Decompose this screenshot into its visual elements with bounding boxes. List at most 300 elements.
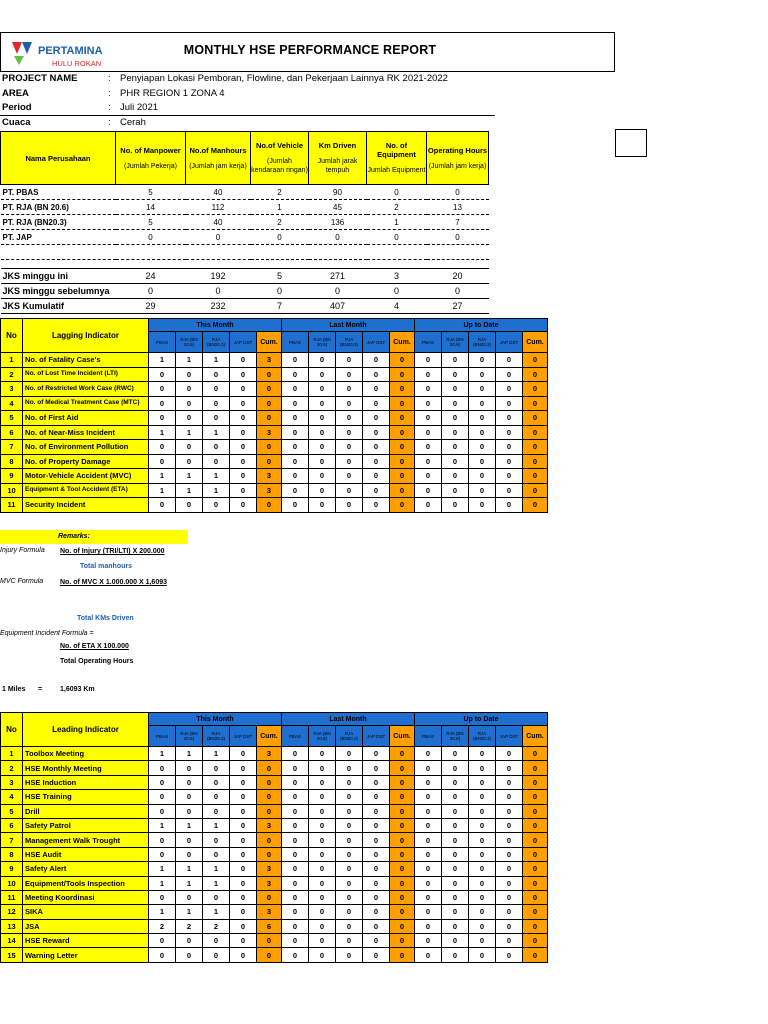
cum-value: 0: [390, 761, 415, 775]
indicator-value: 1: [149, 353, 176, 368]
company-col-header: [186, 132, 251, 185]
info-row: [2, 88, 602, 101]
sub-col-header: RJA (BN20.3): [203, 332, 230, 353]
cum-value: 0: [523, 454, 548, 469]
cum-value: 0: [257, 411, 282, 426]
info-row: [2, 117, 602, 130]
indicator-value: 0: [415, 469, 442, 484]
indicator-value: 0: [442, 747, 469, 761]
indicator-value: 1: [176, 747, 203, 761]
indicator-value: 0: [282, 934, 309, 948]
indicator-value: 0: [363, 498, 390, 513]
cum-header: Cum.: [390, 726, 415, 747]
indicator-value: 0: [230, 919, 257, 933]
indicator-value: 0: [282, 890, 309, 904]
row-number: 6: [1, 818, 23, 832]
indicator-value: 0: [442, 847, 469, 861]
indicator-value: 0: [203, 948, 230, 962]
cum-value: 0: [257, 890, 282, 904]
info-colon: :: [108, 102, 111, 113]
indicator-value: 0: [442, 934, 469, 948]
indicator-value: 1: [149, 862, 176, 876]
indicator-value: 0: [282, 804, 309, 818]
indicator-value: 0: [282, 353, 309, 368]
row-number: 4: [1, 396, 23, 411]
company-value-cell: 7: [251, 299, 309, 314]
header-sub: (Jumlah kendaraan ringan): [251, 158, 308, 174]
sub-col-header: RJA (BN 20.6): [309, 726, 336, 747]
miles-equals: =: [38, 686, 43, 693]
indicator-value: 0: [496, 469, 523, 484]
indicator-name: Toolbox Meeting: [23, 747, 149, 761]
indicator-value: 0: [469, 454, 496, 469]
indicator-value: 0: [309, 747, 336, 761]
indicator-value: 0: [176, 382, 203, 397]
indicator-value: 0: [442, 440, 469, 455]
indicator-value: 0: [363, 440, 390, 455]
indicator-value: 0: [149, 847, 176, 861]
group-header-row: [1, 713, 548, 726]
cum-value: 3: [257, 469, 282, 484]
indicator-value: 0: [176, 396, 203, 411]
indicator-value: 0: [469, 818, 496, 832]
indicator-value: 0: [415, 818, 442, 832]
sub-col-header: RJA (BN20.3): [469, 332, 496, 353]
indicator-value: 0: [336, 411, 363, 426]
indicator-value: 0: [415, 483, 442, 498]
indicator-value: 0: [282, 919, 309, 933]
indicator-name: JSA: [23, 919, 149, 933]
indicator-value: 0: [496, 425, 523, 440]
indicator-value: 0: [149, 775, 176, 789]
indicator-value: 0: [442, 382, 469, 397]
company-name-cell: PT. RJA (BN20.3): [1, 215, 116, 230]
sub-col-header: JAP DST: [363, 332, 390, 353]
spacer-cell: [251, 245, 309, 260]
indicator-value: 0: [230, 818, 257, 832]
indicator-value: 0: [496, 804, 523, 818]
indicator-value: 0: [415, 890, 442, 904]
cum-value: 0: [390, 425, 415, 440]
indicator-title: Leading Indicator: [23, 713, 149, 747]
indicator-value: 0: [363, 382, 390, 397]
indicator-value: 0: [442, 948, 469, 962]
indicator-value: 0: [496, 818, 523, 832]
indicator-value: 0: [415, 905, 442, 919]
company-row: [1, 284, 489, 299]
info-row: [2, 73, 602, 86]
indicator-value: 0: [149, 790, 176, 804]
header-sub: (Jumlah jam kerja): [428, 162, 487, 170]
indicator-row: [1, 905, 548, 919]
indicator-value: 1: [149, 905, 176, 919]
indicator-value: 0: [442, 411, 469, 426]
indicator-value: 1: [176, 905, 203, 919]
indicator-value: 0: [282, 747, 309, 761]
indicator-value: 1: [176, 818, 203, 832]
page-title: MONTHLY HSE PERFORMANCE REPORT: [183, 43, 437, 57]
indicator-value: 0: [230, 761, 257, 775]
company-col-header: [309, 132, 367, 185]
indicator-value: 0: [363, 948, 390, 962]
row-number: 6: [1, 425, 23, 440]
indicator-row: [1, 747, 548, 761]
header-main: No. of Equipment: [377, 141, 416, 159]
cum-value: 0: [257, 382, 282, 397]
company-value-cell: 0: [367, 284, 427, 299]
company-value-cell: 0: [251, 230, 309, 245]
company-row: [1, 185, 489, 200]
indicator-value: 0: [230, 396, 257, 411]
group-header: Up to Date: [415, 713, 548, 726]
indicator-value: 0: [496, 847, 523, 861]
indicator-value: 1: [203, 483, 230, 498]
indicator-value: 0: [442, 761, 469, 775]
indicator-value: 0: [309, 367, 336, 382]
sub-col-header: JAP DST: [496, 332, 523, 353]
cum-value: 0: [523, 890, 548, 904]
indicator-value: 0: [496, 790, 523, 804]
sub-col-header: PBAS: [149, 332, 176, 353]
indicator-value: 0: [309, 804, 336, 818]
indicator-value: 0: [469, 425, 496, 440]
lagging-indicator-table: [0, 318, 548, 513]
indicator-row: [1, 425, 548, 440]
cum-value: 0: [390, 411, 415, 426]
indicator-value: 0: [363, 483, 390, 498]
indicator-value: 0: [442, 905, 469, 919]
sub-col-header: PBAS: [415, 332, 442, 353]
indicator-value: 0: [496, 905, 523, 919]
indicator-value: 0: [230, 790, 257, 804]
indicator-row: [1, 775, 548, 789]
cum-value: 0: [390, 804, 415, 818]
row-number: 14: [1, 934, 23, 948]
indicator-value: 0: [363, 469, 390, 484]
indicator-value: 0: [415, 934, 442, 948]
indicator-value: 1: [176, 425, 203, 440]
indicator-value: 0: [203, 454, 230, 469]
indicator-value: 0: [496, 353, 523, 368]
info-value: Penyiapan Lokasi Pemboran, Flowline, dan Pekerjaan Lainnya RK 2021-2022: [120, 73, 448, 84]
indicator-value: 0: [230, 804, 257, 818]
indicator-name: No. of Environment Pollution: [23, 440, 149, 455]
cum-value: 0: [523, 790, 548, 804]
indicator-value: 0: [282, 862, 309, 876]
indicator-value: 0: [309, 905, 336, 919]
cum-value: 0: [523, 761, 548, 775]
indicator-value: 0: [469, 498, 496, 513]
indicator-value: 0: [496, 367, 523, 382]
indicator-value: 0: [336, 934, 363, 948]
info-underline: [0, 115, 495, 116]
indicator-value: 0: [415, 367, 442, 382]
indicator-value: 0: [469, 934, 496, 948]
indicator-value: 0: [496, 833, 523, 847]
indicator-value: 0: [363, 876, 390, 890]
cum-value: 0: [523, 483, 548, 498]
indicator-value: 0: [415, 761, 442, 775]
cum-value: 0: [390, 775, 415, 789]
indicator-value: 0: [442, 425, 469, 440]
indicator-value: 0: [336, 367, 363, 382]
indicator-row: [1, 818, 548, 832]
cum-header: Cum.: [257, 332, 282, 353]
indicator-value: 0: [336, 761, 363, 775]
indicator-value: 0: [230, 498, 257, 513]
spacer-row: [1, 260, 489, 269]
remarks-block: [0, 530, 400, 700]
indicator-value: 0: [336, 804, 363, 818]
indicator-value: 1: [149, 747, 176, 761]
indicator-value: 0: [363, 775, 390, 789]
indicator-value: 2: [203, 919, 230, 933]
indicator-value: 0: [309, 833, 336, 847]
indicator-value: 0: [415, 353, 442, 368]
indicator-value: 0: [203, 367, 230, 382]
indicator-value: 0: [442, 818, 469, 832]
indicator-value: 0: [469, 833, 496, 847]
cum-value: 3: [257, 905, 282, 919]
indicator-value: 0: [203, 804, 230, 818]
indicator-value: 0: [149, 454, 176, 469]
indicator-value: 0: [230, 905, 257, 919]
indicator-value: 0: [415, 790, 442, 804]
indicator-row: [1, 469, 548, 484]
indicator-name: Safety Patrol: [23, 818, 149, 832]
indicator-name: HSE Induction: [23, 775, 149, 789]
indicator-value: 0: [496, 761, 523, 775]
indicator-value: 0: [149, 367, 176, 382]
company-col-header: [116, 132, 186, 185]
indicator-value: 0: [203, 498, 230, 513]
company-value-cell: 0: [116, 284, 186, 299]
cum-value: 0: [523, 948, 548, 962]
header-main: Nama Perusahaan: [25, 153, 91, 163]
indicator-value: 0: [230, 440, 257, 455]
row-number: 15: [1, 948, 23, 962]
indicator-value: 0: [336, 483, 363, 498]
indicator-value: 0: [363, 890, 390, 904]
indicator-name: Meeting Koordinasi: [23, 890, 149, 904]
indicator-value: 0: [363, 411, 390, 426]
indicator-row: [1, 804, 548, 818]
indicator-value: 0: [442, 367, 469, 382]
leading-indicator-table: [0, 712, 548, 963]
indicator-name: HSE Reward: [23, 934, 149, 948]
indicator-value: 0: [203, 790, 230, 804]
company-col-header: [251, 132, 309, 185]
cum-value: 0: [523, 367, 548, 382]
company-value-cell: 0: [186, 230, 251, 245]
indicator-value: 0: [469, 469, 496, 484]
indicator-value: 0: [309, 469, 336, 484]
info-top-line: [0, 71, 495, 72]
indicator-value: 0: [363, 396, 390, 411]
indicator-value: 1: [176, 353, 203, 368]
indicator-value: 0: [230, 367, 257, 382]
indicator-value: 0: [230, 483, 257, 498]
indicator-value: 0: [496, 396, 523, 411]
cum-value: 3: [257, 862, 282, 876]
cum-header: Cum.: [523, 726, 548, 747]
indicator-name: Safety Alert: [23, 862, 149, 876]
company-value-cell: 5: [116, 185, 186, 200]
company-value-cell: 3: [367, 269, 427, 284]
spacer-cell: [186, 260, 251, 269]
indicator-value: 0: [203, 890, 230, 904]
indicator-value: 0: [442, 469, 469, 484]
company-value-cell: 0: [367, 185, 427, 200]
indicator-value: 0: [469, 440, 496, 455]
indicator-value: 0: [176, 934, 203, 948]
indicator-value: 0: [230, 775, 257, 789]
info-key: Cuaca: [2, 117, 31, 128]
indicator-row: [1, 919, 548, 933]
indicator-value: 0: [496, 498, 523, 513]
indicator-row: [1, 353, 548, 368]
group-header: This Month: [149, 319, 282, 332]
info-key: Period: [2, 102, 32, 113]
company-value-cell: 7: [427, 215, 489, 230]
cum-value: 0: [257, 847, 282, 861]
indicator-value: 0: [336, 876, 363, 890]
company-value-cell: 5: [251, 269, 309, 284]
indicator-value: 0: [442, 353, 469, 368]
cum-value: 0: [523, 425, 548, 440]
indicator-name: HSE Audit: [23, 847, 149, 861]
indicator-value: 0: [176, 498, 203, 513]
indicator-value: 0: [442, 775, 469, 789]
indicator-value: 0: [149, 498, 176, 513]
cum-value: 0: [257, 761, 282, 775]
indicator-value: 0: [203, 847, 230, 861]
empty-box: [615, 129, 647, 157]
company-value-cell: 0: [427, 284, 489, 299]
indicator-name: No. of Restricted Work Case (RWC): [23, 382, 149, 397]
indicator-name: HSE Training: [23, 790, 149, 804]
cum-value: 0: [257, 833, 282, 847]
indicator-value: 0: [469, 396, 496, 411]
indicator-value: 0: [176, 890, 203, 904]
indicator-value: 0: [176, 948, 203, 962]
company-value-cell: 0: [186, 284, 251, 299]
indicator-value: 0: [309, 382, 336, 397]
company-value-cell: 0: [116, 230, 186, 245]
spacer-cell: [367, 260, 427, 269]
indicator-row: [1, 847, 548, 861]
pertamina-logo: [4, 38, 114, 72]
indicator-value: 0: [282, 905, 309, 919]
indicator-row: [1, 396, 548, 411]
company-name-cell: PT. JAP: [1, 230, 116, 245]
indicator-value: 0: [309, 483, 336, 498]
company-value-cell: 2: [367, 200, 427, 215]
cum-value: 0: [390, 919, 415, 933]
indicator-value: 0: [203, 411, 230, 426]
indicator-name: Motor-Vehicle Accident (MVC): [23, 469, 149, 484]
cum-value: 0: [257, 790, 282, 804]
mvc-denominator: Total KMs Driven: [77, 615, 134, 622]
indicator-row: [1, 382, 548, 397]
indicator-value: 0: [309, 862, 336, 876]
info-value: Juli 2021: [120, 102, 159, 113]
indicator-value: 0: [442, 862, 469, 876]
indicator-value: 0: [363, 425, 390, 440]
company-row: [1, 269, 489, 284]
indicator-value: 0: [309, 498, 336, 513]
cum-value: 6: [257, 919, 282, 933]
indicator-value: 0: [363, 454, 390, 469]
indicator-value: 0: [282, 948, 309, 962]
indicator-value: 0: [203, 934, 230, 948]
indicator-value: 0: [230, 833, 257, 847]
indicator-value: 0: [496, 876, 523, 890]
cum-value: 0: [390, 934, 415, 948]
indicator-value: 0: [415, 396, 442, 411]
sub-col-header: RJA (BN 20.6): [442, 726, 469, 747]
cum-value: 0: [523, 440, 548, 455]
indicator-value: 0: [469, 948, 496, 962]
indicator-value: 0: [203, 833, 230, 847]
indicator-value: 0: [496, 890, 523, 904]
indicator-name: No. of Fatality Case's: [23, 353, 149, 368]
indicator-value: 0: [230, 862, 257, 876]
indicator-value: 0: [282, 469, 309, 484]
cum-value: 3: [257, 818, 282, 832]
indicator-value: 0: [336, 948, 363, 962]
indicator-row: [1, 761, 548, 775]
indicator-value: 0: [363, 353, 390, 368]
indicator-value: 0: [282, 454, 309, 469]
indicator-value: 0: [469, 919, 496, 933]
sub-col-header: RJA (BN20.3): [203, 726, 230, 747]
indicator-name: Management Walk Trought: [23, 833, 149, 847]
indicator-value: 0: [282, 833, 309, 847]
cum-value: 0: [523, 818, 548, 832]
row-number: 12: [1, 905, 23, 919]
eq-formula: No. of ETA X 100.000: [60, 643, 129, 650]
indicator-value: 0: [282, 382, 309, 397]
indicator-value: 0: [496, 440, 523, 455]
cum-value: 0: [257, 948, 282, 962]
cum-value: 0: [257, 454, 282, 469]
indicator-value: 0: [336, 454, 363, 469]
sub-col-header: PBAS: [282, 726, 309, 747]
indicator-name: No. of Lost Time Incident (LTI): [23, 367, 149, 382]
indicator-value: 0: [496, 483, 523, 498]
indicator-value: 0: [336, 790, 363, 804]
indicator-value: 0: [336, 833, 363, 847]
indicator-value: 0: [415, 948, 442, 962]
indicator-value: 0: [282, 483, 309, 498]
company-name-cell: PT. PBAS: [1, 185, 116, 200]
indicator-value: 1: [203, 818, 230, 832]
cum-value: 0: [523, 498, 548, 513]
indicator-value: 0: [496, 382, 523, 397]
indicator-value: 0: [309, 411, 336, 426]
spacer-cell: [116, 245, 186, 260]
cum-value: 0: [390, 367, 415, 382]
cum-value: 0: [523, 862, 548, 876]
indicator-value: 0: [496, 948, 523, 962]
indicator-value: 0: [415, 411, 442, 426]
indicator-row: [1, 440, 548, 455]
indicator-value: 0: [469, 905, 496, 919]
indicator-value: 1: [203, 876, 230, 890]
header-sub: (Jumlah jam kerja): [189, 162, 247, 170]
indicator-value: 0: [336, 905, 363, 919]
